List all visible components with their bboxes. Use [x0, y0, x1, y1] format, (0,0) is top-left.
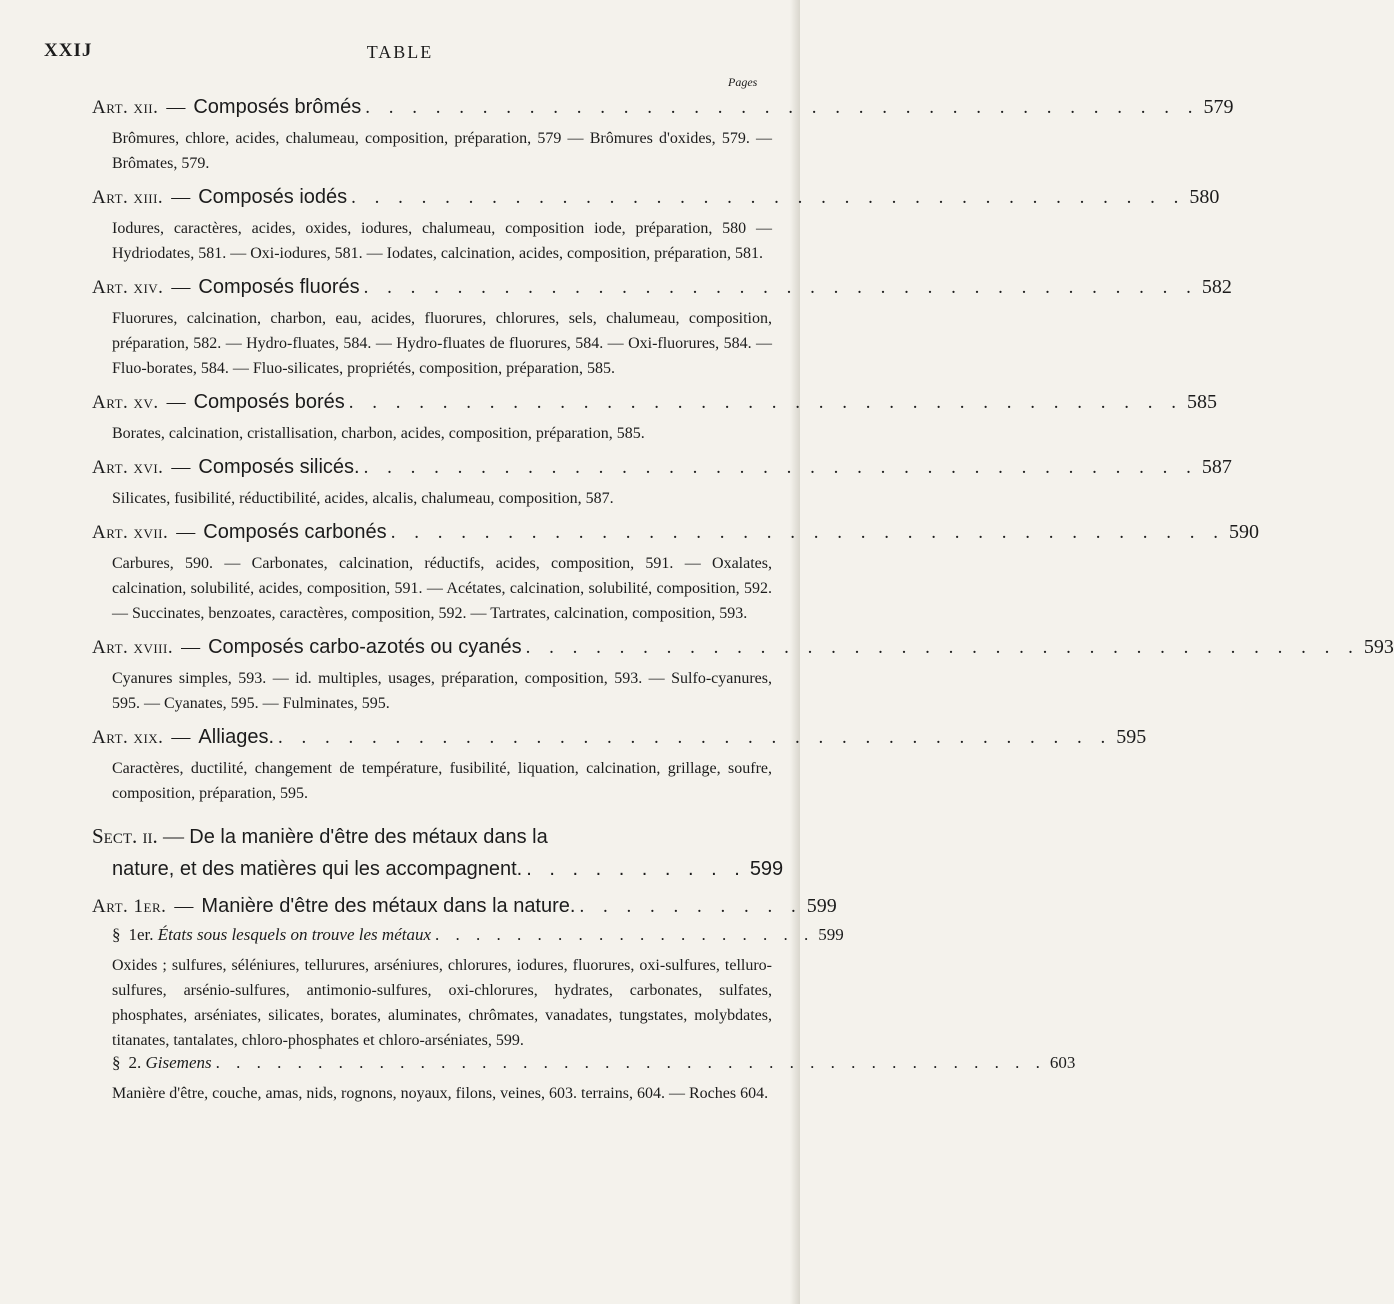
- pages-column-label: Pages: [728, 75, 758, 89]
- leader-dots: . . . . . . . . . . . . . . . . . . . . . . . . . . . . . . . . . . . .: [365, 97, 1200, 118]
- article-title: Composés silicés.: [198, 456, 360, 478]
- page-ref: 603: [1049, 1053, 1076, 1072]
- article-title: Composés fluorés: [198, 276, 360, 298]
- leader-dots: . . . . . . . . . . . . . . . . . . . . . . . . . . . . . . . . . . . .: [348, 392, 1184, 413]
- leader-dots: . . . . . . . . . . . . . . . . . . . . . . . . . . . . . . . . . . . .: [278, 727, 1113, 748]
- leader-dots: . . . . . . . . . . . . . . . . . . . . . . . . . . . . . . . . . . . .: [351, 187, 1186, 208]
- leader-dots: . . . . . . . . . .: [579, 896, 803, 917]
- section-title-line1: De la manière d'être des métaux dans la: [189, 826, 548, 848]
- toc-entry-body: Caractères, ductilité, changement de température, fusibilité, liquation, calcination, grillage, soufre, composition, préparation, 595.: [112, 760, 772, 802]
- toc-entry-heading: Art. 1er. — Manière d'être des métaux dans la nature. . . . . . . . . . . 599: [92, 895, 837, 917]
- article-number: Art. 1er.: [92, 896, 167, 917]
- page-ref: 599: [806, 895, 837, 917]
- article-number: Art. xiii.: [92, 187, 164, 208]
- table-of-contents: [92, 96, 1394, 1106]
- toc-entry-heading: Art. xiv. — Composés fluorés . . . . . . . . . . . . . . . . . . . . . . . . . . . . . . . . . . . . 582: [92, 276, 1232, 298]
- article-number: Art. xvii.: [92, 522, 169, 543]
- leader-dots: . . . . . . . . . .: [526, 858, 746, 880]
- section-title-line2: nature, et des matières qui les accompagnent.: [112, 858, 523, 880]
- toc-entry-body: Fluorures, calcination, charbon, eau, acides, fluorures, chlorures, sels, chalumeau, composition, préparation, 582. — Hydro-fluates, 584. — Hydro-fluates de fluorures, 584. — Oxi-fluorures, 584. — Fluo-borates, 584. — Fluo-silicates, propriétés, composition, préparation, 585.: [112, 310, 772, 377]
- toc-entry-heading: Art. xv. — Composés borés . . . . . . . . . . . . . . . . . . . . . . . . . . . . . . . . . . . . 585: [92, 391, 1218, 413]
- article-title: Composés brômés: [193, 96, 362, 118]
- page-ref: 595: [1116, 726, 1147, 748]
- leader-dots: . . . . . . . . . . . . . . . . . . . . . . . . . . . . . . . . . . . .: [363, 457, 1198, 478]
- article-title: Alliages.: [198, 726, 275, 748]
- section-label: Sect. ii.: [92, 824, 158, 848]
- page-ref: 587: [1201, 456, 1232, 478]
- page-ref: 593: [1363, 636, 1394, 658]
- section-symbol: §: [112, 925, 121, 944]
- page-number: XXIJ: [44, 40, 93, 61]
- leader-dots: . . . . . . . . . . . . . . . . . . . . . . . . . . . . . . . . . . . .: [525, 637, 1360, 658]
- article-number: Art. xix.: [92, 727, 164, 748]
- toc-entry-body: Iodures, caractères, acides, oxides, iodures, chalumeau, composition iode, préparation, 580 — Hydriodates, 581. — Oxi-iodures, 581. — Iodates, calcination, acides, composition, préparation, 581.: [112, 220, 772, 262]
- toc-entry-heading: Art. xix. — Alliages. . . . . . . . . . . . . . . . . . . . . . . . . . . . . . . . . . . . . 595: [92, 726, 1147, 748]
- toc-entry-body: Brômures, chlore, acides, chalumeau, composition, préparation, 579 — Brômures d'oxides, 579. — Brômates, 579.: [112, 130, 772, 172]
- subsection-heading: [92, 925, 844, 953]
- toc-entry-body: Borates, calcination, cristallisation, charbon, acides, composition, préparation, 585.: [112, 425, 645, 442]
- subsection-body: Manière d'être, couche, amas, nids, rognons, noyaux, filons, veines, 603. terrains, 604. — Roches 604.: [112, 1085, 769, 1102]
- toc-entry-body: Carbures, 590. — Carbonates, calcination, réductifs, acides, composition, 591. — Oxalates, calcination, solubilité, acides, composition, 591. — Acétates, calcination, solubilité, composition, 592. — Succinates, benzoates, caractères, composition, 592. — Tartrates, calcination, composition, 593.: [112, 555, 772, 622]
- subsection-number: 2.: [128, 1053, 142, 1072]
- article-number: Art. xiv.: [92, 277, 164, 298]
- article-number: Art. xviii.: [92, 637, 174, 658]
- subsection-heading: [92, 1053, 1076, 1081]
- toc-entry-heading: Art. xviii. — Composés carbo-azotés ou cyanés . . . . . . . . . . . . . . . . . . . . . . . . . . . . . . . . . . . . 593: [92, 636, 1394, 658]
- toc-entry-heading: Art. xii. — Composés brômés . . . . . . . . . . . . . . . . . . . . . . . . . . . . . . . . . . . . 579: [92, 96, 1234, 118]
- section-symbol: §: [112, 1053, 121, 1072]
- subsection-number: 1er.: [128, 925, 154, 944]
- leader-dots: . . . . . . . . . . . . . . . . . . . . . . . . . . . . . . . . . . . . . . . . .: [215, 1053, 1046, 1072]
- leader-dots: . . . . . . . . . . . . . . . . . . . . . . . . . . . . . . . . . . . .: [363, 277, 1198, 298]
- toc-entry-body: Silicates, fusibilité, réductibilité, acides, alcalis, chalumeau, composition, 587.: [112, 490, 614, 507]
- article-number: Art. xvi.: [92, 457, 164, 478]
- subsection-title: États sous lesquels on trouve les métaux: [157, 925, 432, 944]
- article-title: Composés carbo-azotés ou cyanés: [208, 636, 522, 658]
- running-title: TABLE: [366, 42, 434, 62]
- article-title: Composés carbonés: [203, 521, 387, 543]
- page-ref: 599: [749, 858, 784, 880]
- page-ref: 580: [1189, 186, 1220, 208]
- article-number: Art. xv.: [92, 392, 159, 413]
- subsection-title: Gisemens: [145, 1053, 212, 1072]
- page-ref: 590: [1228, 521, 1259, 543]
- page-ref: 599: [818, 925, 844, 944]
- section-heading: Sect. ii. — De la manière d'être des métaux dans la nature, et des matières qui les accompagnent. . . . . . . . . . . 599: [92, 820, 772, 885]
- article-title: Manière d'être des métaux dans la nature.: [201, 895, 576, 917]
- page-ref: 585: [1187, 391, 1218, 413]
- page-ref: 582: [1201, 276, 1232, 298]
- leader-dots: . . . . . . . . . . . . . . . . . . .: [435, 925, 815, 944]
- leader-dots: . . . . . . . . . . . . . . . . . . . . . . . . . . . . . . . . . . . .: [390, 522, 1225, 543]
- article-title: Composés borés: [193, 391, 345, 413]
- toc-entry-heading: Art. xiii. — Composés iodés . . . . . . . . . . . . . . . . . . . . . . . . . . . . . . . . . . . . 580: [92, 186, 1220, 208]
- page-ref: 579: [1203, 96, 1234, 118]
- toc-entry-heading: Art. xvii. — Composés carbonés . . . . . . . . . . . . . . . . . . . . . . . . . . . . . . . . . . . . 590: [92, 521, 1259, 543]
- subsection-body: Oxides ; sulfures, séléniures, tellurures, arséniures, chlorures, iodures, fluorures, oxi-sulfures, telluro-sulfures, arsénio-sulfures, antimonio-sulfures, oxi-chlorures, hydrates, carbonates, sulfates, phosphates, arséniates, silicates, borates, aluminates, chrômates, vanadates, tungstates, molybdates, titanates, tantalates, chloro-phosphates et chloro-arséniates, 599.: [112, 957, 772, 1049]
- article-number: Art. xii.: [92, 97, 159, 118]
- toc-entry-body: Cyanures simples, 593. — id. multiples, usages, préparation, composition, 593. — Sulfo-cyanures, 595. — Cyanates, 595. — Fulminates, 595.: [112, 670, 772, 712]
- toc-entry-heading: Art. xvi. — Composés silicés. . . . . . . . . . . . . . . . . . . . . . . . . . . . . . . . . . . . . 587: [92, 456, 1232, 478]
- article-title: Composés iodés: [198, 186, 348, 208]
